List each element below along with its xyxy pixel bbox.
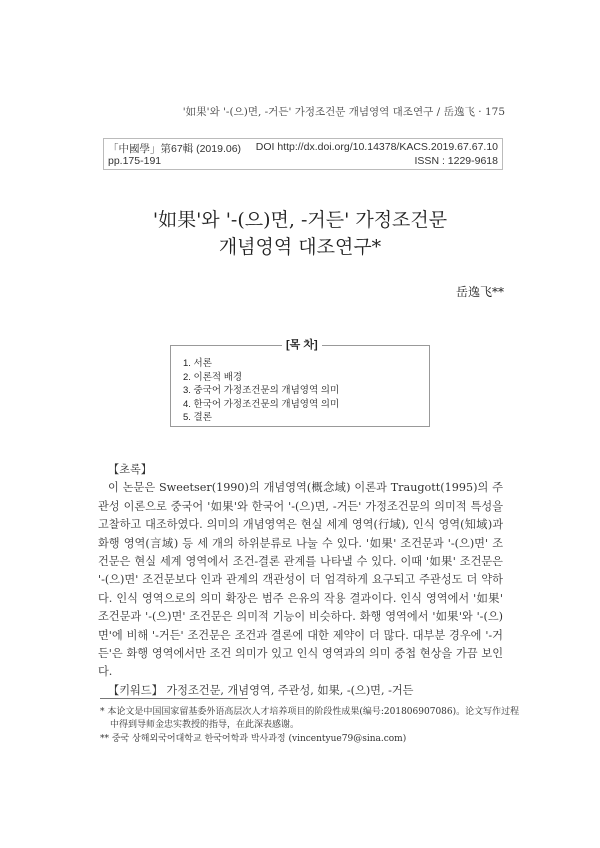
abstract-body: 이 논문은 Sweetser(1990)의 개념영역(概念域) 이론과 Traugott(1995)의 주관성 이론으로 중국어 '如果'와 한국어 '-(으)면, -거든' 가정조건문의 의미적 특성을 고찰하고 대조하였다. 의미의 개념영역은 현실 세계 영역(行域), 인식 영역(知域)과 화행 영역(言域) 등 세 개의 하위분류로 나눌 수 있다. '如果' 조건문과 '-(으)면' 조건문은 현실 세계 영역에서 조건-결론 관계를 나타낼 수 있다. 이때 '如果' 조건문은 '-(으)면' 조건문보다 인과 관계의 객관성이 더 엄격하게 요구되고 주관성도 더 약하다. 인식 영역으로의 의미 확장은 범주 은유의 작용 결과이다. 인식 영역에서 '如果' 조건문과 '-(으)면' 조건문은 의미적 기능이 비슷하다. 화행 영역에서 '如果'와 '-(으)면'에 비해 '-거든' 조건문은 조건과 결론에 대한 제약이 더 많다. 대부분 경우에 '-거든'은 화행 영역에서만 조건 의미가 있고 인식 영역과의 의미 중첩 현상을 가끔 보인다. [98,481,503,679]
table-of-contents [170,339,430,427]
toc-item: 2. 이론적 배경 [183,371,243,383]
keywords: 【키워드】 가정조건문, 개념영역, 주관성, 如果, -(으)면, -거든 [108,683,414,697]
footnote-2: ** 중국 상해외국어대학교 한국어학과 박사과정 (vincentyue79@sina.com) [100,734,407,744]
footnote-1: * 本论文是中国国家留基委外语高层次人才培养项目的阶段性成果(编号:201806907086)。论文写作过程中得到导师金忠实教授的指导，在此深表感谢。 [100,707,520,730]
footnote-divider [100,698,248,699]
issn: ISSN : 1229-9618 [414,155,498,167]
journal-meta-box [103,138,503,170]
doi-link[interactable]: DOI http://dx.doi.org/10.14378/KACS.2019.67.67.10 [255,141,498,153]
running-header: '如果'와 '-(으)면, -거든' 가정조건문 개념영역 대조연구 / 岳逸飞 · 175 [182,106,505,118]
journal-issue: 「中國學」第67輯 (2019.06) [108,143,242,155]
toc-item: 4. 한국어 가정조건문의 개념영역 의미 [183,398,340,410]
page-range: pp.175-191 [108,155,162,167]
abstract [98,461,503,700]
toc-heading: [목 차] [282,336,322,352]
title-line-2: 개념영역 대조연구* [218,236,382,258]
toc-item: 1. 서론 [183,358,212,369]
toc-item: 5. 결론 [183,412,212,423]
title-line-1: '如果'와 '-(으)면, -거든' 가정조건문 [152,209,448,231]
abstract-label: 【초록】 [108,463,152,476]
author: 岳逸飞** [455,285,504,299]
toc-item: 3. 중국어 가정조건문의 개념영역 의미 [183,385,340,396]
